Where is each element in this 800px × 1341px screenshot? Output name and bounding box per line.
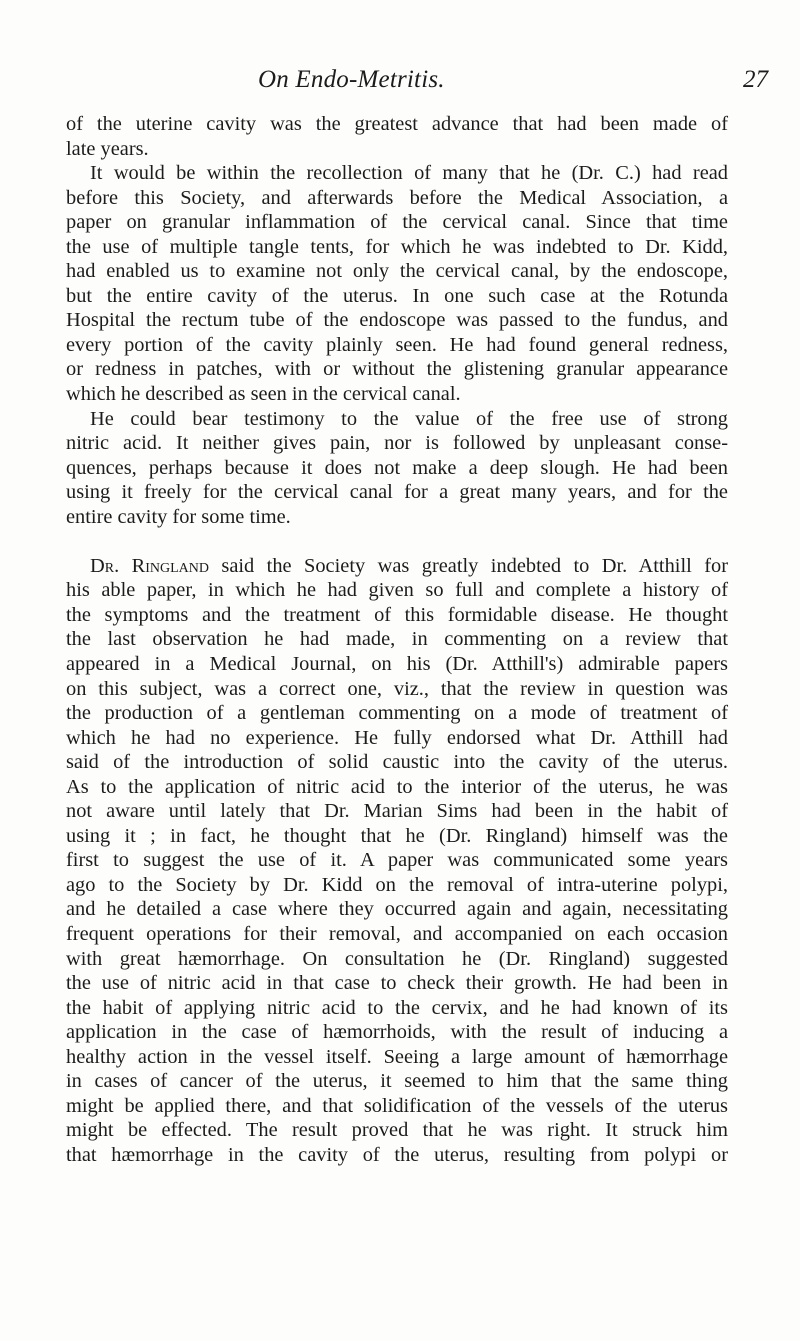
text-line: and he detailed a case where they occurred again and again, necessitating <box>66 898 728 921</box>
text-line: ago to the Society by Dr. Kidd on the removal of intra-uterine polypi, <box>66 873 728 896</box>
running-title-main: Endo-Metritis. <box>295 66 445 93</box>
text-line-rest: said the Society was greatly indebted to Dr. Atthill for <box>208 554 728 577</box>
running-head <box>0 66 800 98</box>
body-text <box>66 112 728 1167</box>
text-line: of the uterine cavity was the greatest advance that had been made of <box>66 113 728 135</box>
text-line: using it freely for the cervical canal for a great many years, and for the <box>66 481 728 504</box>
text-line: his able paper, in which he had given so full and complete a history of <box>66 579 728 602</box>
text-line: the use of nitric acid in that case to check their growth. He had been in <box>66 972 728 995</box>
text-line <box>66 554 728 579</box>
text-line: might be applied there, and that solidification of the vessels of the uterus <box>66 1094 728 1117</box>
text-line: the habit of applying nitric acid to the cervix, and he had known of its <box>66 996 728 1019</box>
page-number: 27 <box>743 66 768 93</box>
text-line: the production of a gentleman commenting on a mode of treatment of <box>66 702 728 725</box>
text-line: late years. <box>66 137 149 160</box>
running-title-prefix: On <box>258 66 289 93</box>
text-line: healthy action in the vessel itself. Seeing a large amount of hæmorrhage <box>66 1045 728 1068</box>
text-line: application in the case of hæmorrhoids, with the result of inducing a <box>66 1021 728 1044</box>
text-line: not aware until lately that Dr. Marian Sims had been in the habit of <box>66 800 728 823</box>
text-line: quences, perhaps because it does not make a deep slough. He had been <box>66 456 728 479</box>
text-line: appeared in a Medical Journal, on his (Dr. Atthill's) admirable papers <box>66 652 728 675</box>
text-line: every portion of the cavity plainly seen. He had found general redness, <box>66 333 728 356</box>
text-line: in cases of cancer of the uterus, it seemed to him that the same thing <box>66 1070 728 1093</box>
text-line: Hospital the rectum tube of the endoscope was passed to the fundus, and <box>66 309 728 332</box>
text-line: As to the application of nitric acid to the interior of the uterus, he was <box>66 775 728 798</box>
text-line: which he had no experience. He fully endorsed what Dr. Atthill had <box>66 726 728 749</box>
text-line: said of the introduction of solid caustic into the cavity of the uterus. <box>66 751 728 774</box>
text-line: had enabled us to examine not only the cervical canal, by the endoscope, <box>66 260 728 283</box>
text-line: frequent operations for their removal, and accompanied on each occasion <box>66 923 728 945</box>
running-title <box>258 66 445 94</box>
text-line: first to suggest the use of it. A paper was communicated some years <box>66 849 728 872</box>
text-line: the last observation he had made, in commenting on a review that <box>66 628 728 651</box>
text-line: the use of multiple tangle tents, for which he was indebted to Dr. Kidd, <box>66 235 728 258</box>
text-line: might be effected. The result proved that he was right. It struck him <box>66 1119 728 1142</box>
text-line: before this Society, and afterwards before the Medical Association, a <box>66 186 728 209</box>
text-line: which he described as seen in the cervical canal. <box>66 383 461 406</box>
paragraph-gap <box>66 529 728 554</box>
text-line: the symptoms and the treatment of this formidable disease. He thought <box>66 603 728 626</box>
text-line: using it ; in fact, he thought that he (Dr. Ringland) himself was the <box>66 824 728 847</box>
text-line: nitric acid. It neither gives pain, nor is followed by unpleasant conse- <box>66 432 728 455</box>
text-line: or redness in patches, with or without the glistening granular appearance <box>66 358 728 381</box>
text-line: but the entire cavity of the uterus. In one such case at the Rotunda <box>66 284 728 307</box>
text-line: on this subject, was a correct one, viz., that the review in question was <box>66 677 728 700</box>
text-line: entire cavity for some time. <box>66 505 291 528</box>
text-line: with great hæmorrhage. On consultation he (Dr. Ringland) suggested <box>66 947 728 970</box>
text-line: He could bear testimony to the value of the free use of strong <box>90 407 728 430</box>
text-line: that hæmorrhage in the cavity of the uterus, resulting from polypi or <box>66 1143 728 1166</box>
text-line: It would be within the recollection of many that he (Dr. C.) had read <box>90 162 728 185</box>
speaker-name: Dr. Ringland <box>90 554 209 577</box>
text-line: paper on granular inflammation of the cervical canal. Since that time <box>66 211 728 234</box>
